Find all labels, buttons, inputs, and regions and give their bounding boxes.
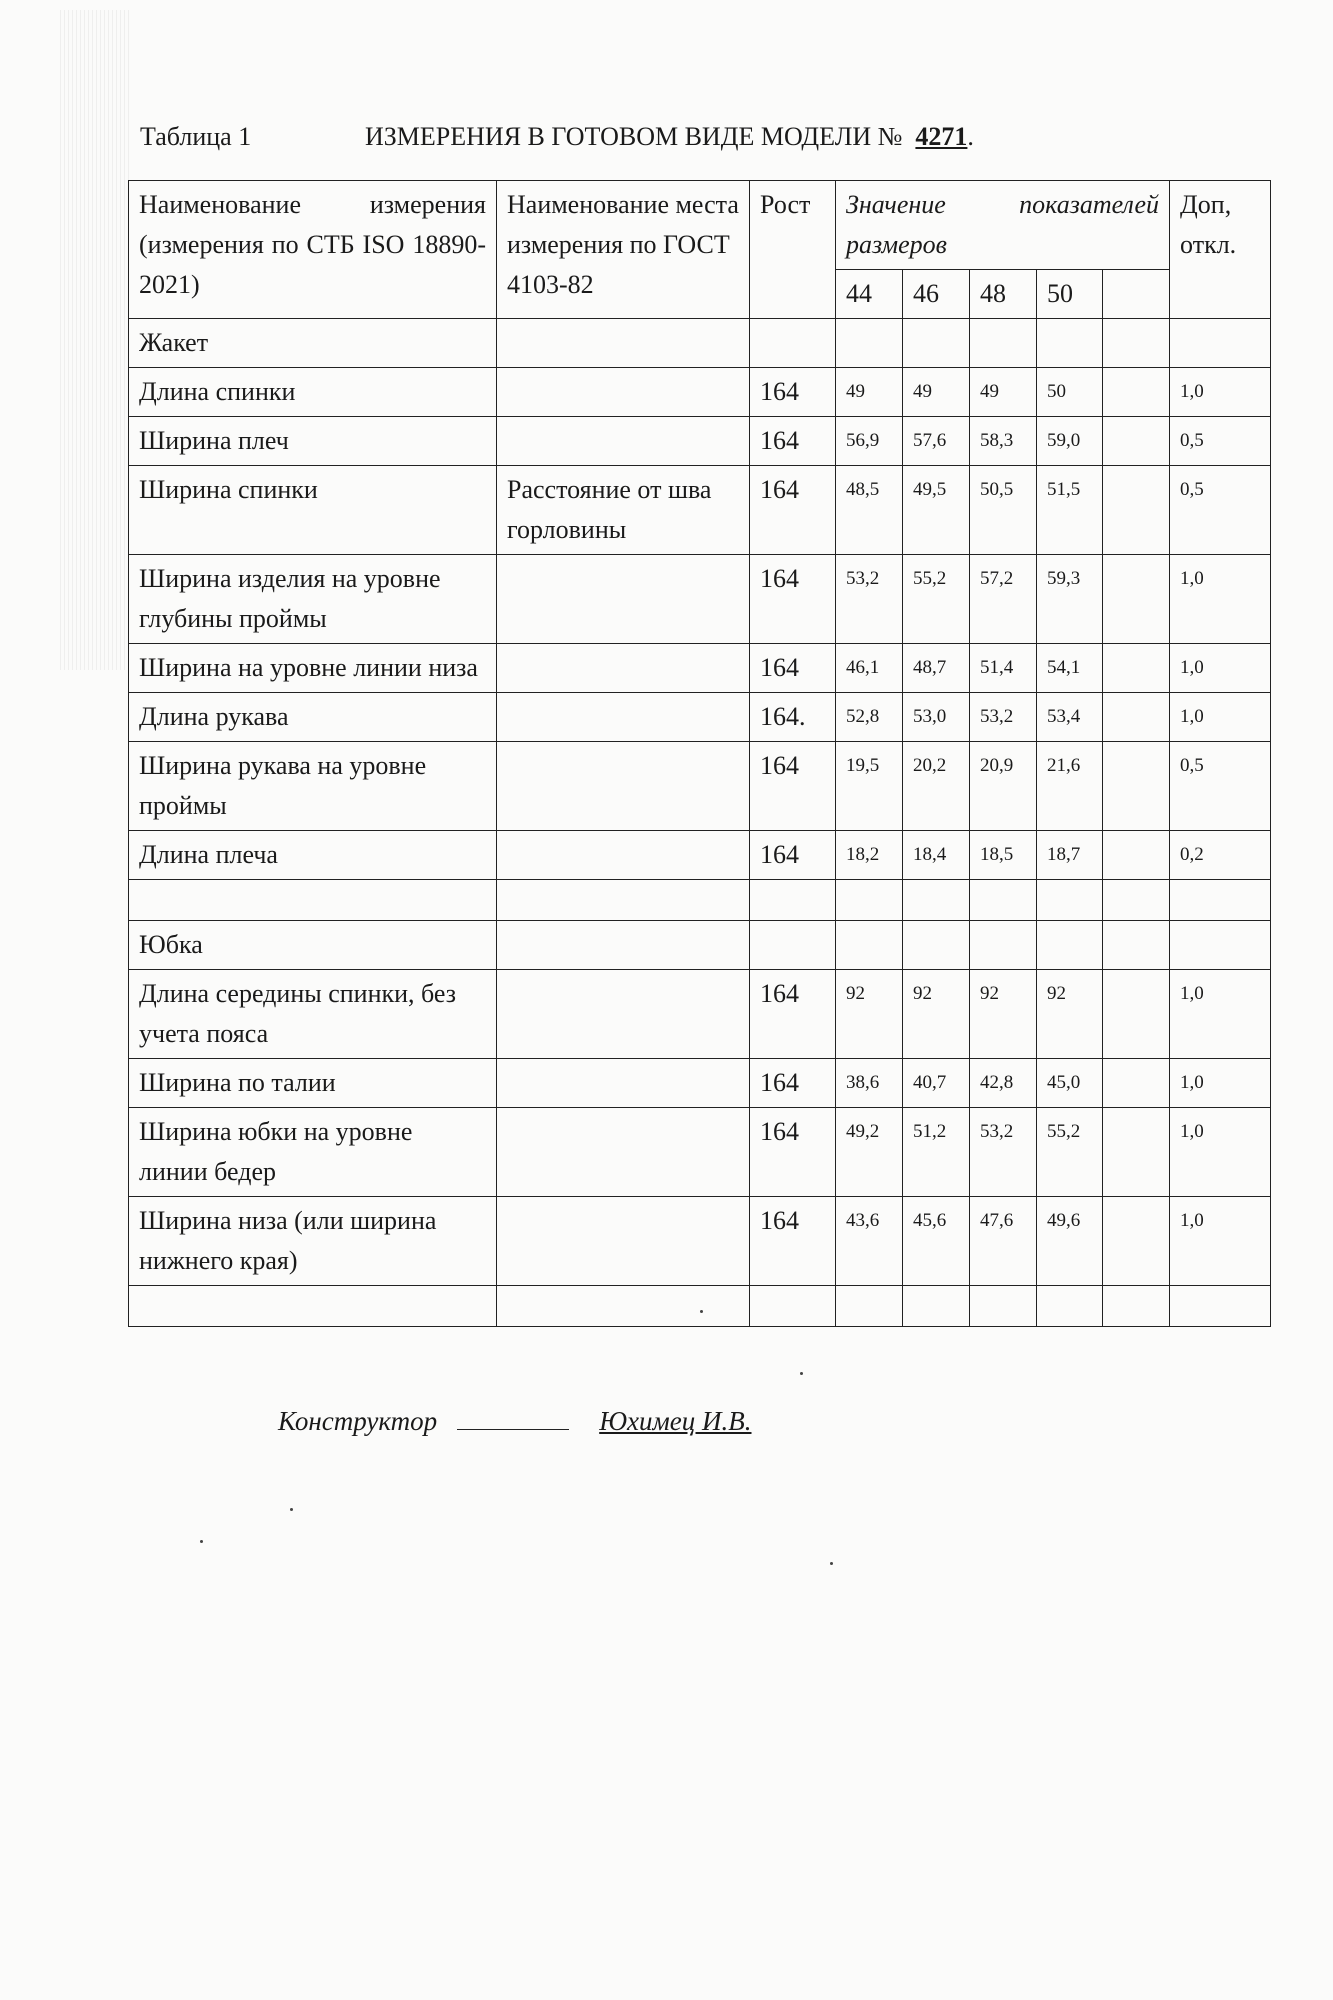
signature-line <box>457 1407 569 1430</box>
table-row <box>129 417 1271 466</box>
measurement-place <box>497 742 750 831</box>
table-row <box>129 644 1271 693</box>
table-row <box>129 1108 1271 1197</box>
size-value: 46,1 <box>836 644 903 693</box>
measurement-name: Длина середины спинки, без учета пояса <box>129 970 497 1059</box>
cell-height <box>750 921 836 970</box>
tolerance-value: 0,5 <box>1170 466 1271 555</box>
size-value: 38,6 <box>836 1059 903 1108</box>
header-height: Рост <box>750 181 836 319</box>
header-size-blank <box>1103 270 1170 319</box>
size-value: 52,8 <box>836 693 903 742</box>
cell-size-value <box>1103 921 1170 970</box>
cell-empty <box>836 880 903 921</box>
size-value: 48,5 <box>836 466 903 555</box>
header-place-name: Наименование места измерения по ГОСТ 4103-82 <box>497 181 750 319</box>
cell-size-value <box>903 319 970 368</box>
size-value: 49 <box>836 368 903 417</box>
cell-size-value <box>836 319 903 368</box>
measurement-name: Ширина плеч <box>129 417 497 466</box>
measurement-height: 164 <box>750 466 836 555</box>
measurement-place <box>497 1059 750 1108</box>
size-value: 40,7 <box>903 1059 970 1108</box>
model-number: 4271 <box>915 122 968 151</box>
cell-empty <box>750 1286 836 1327</box>
table-row <box>129 693 1271 742</box>
size-value: 92 <box>836 970 903 1059</box>
cell-empty <box>497 1286 750 1327</box>
scan-speck <box>800 1372 803 1375</box>
measurement-name: Ширина низа (или ширина нижнего края) <box>129 1197 497 1286</box>
size-value <box>1103 466 1170 555</box>
measurement-name: Ширина изделия на уровне глубины проймы <box>129 555 497 644</box>
title-text: ИЗМЕРЕНИЯ В ГОТОВОМ ВИДЕ МОДЕЛИ № <box>365 122 903 151</box>
measurements-table <box>128 180 1271 1327</box>
cell-size-value <box>970 921 1037 970</box>
size-value: 49 <box>903 368 970 417</box>
size-value <box>1103 368 1170 417</box>
tolerance-value: 1,0 <box>1170 1059 1271 1108</box>
cell-empty <box>1170 880 1271 921</box>
measurement-place <box>497 970 750 1059</box>
measurement-name: Ширина по талии <box>129 1059 497 1108</box>
measurement-name: Длина спинки <box>129 368 497 417</box>
size-value: 92 <box>903 970 970 1059</box>
scan-shadow <box>60 10 130 670</box>
table-row <box>129 1059 1271 1108</box>
size-value: 53,2 <box>970 1108 1037 1197</box>
table-row <box>129 831 1271 880</box>
section-title: Жакет <box>129 319 497 368</box>
tolerance-value: 1,0 <box>1170 1197 1271 1286</box>
table-row <box>129 466 1271 555</box>
size-value <box>1103 644 1170 693</box>
scan-speck <box>700 1310 703 1313</box>
scan-speck <box>830 1562 833 1565</box>
table-row <box>129 742 1271 831</box>
size-value: 50,5 <box>970 466 1037 555</box>
size-value: 20,9 <box>970 742 1037 831</box>
section-title: Юбка <box>129 921 497 970</box>
size-value: 92 <box>1037 970 1103 1059</box>
measurement-height: 164 <box>750 970 836 1059</box>
cell-empty <box>497 880 750 921</box>
size-value: 59,0 <box>1037 417 1103 466</box>
size-value <box>1103 1108 1170 1197</box>
size-value: 21,6 <box>1037 742 1103 831</box>
size-value: 56,9 <box>836 417 903 466</box>
tolerance-value: 1,0 <box>1170 970 1271 1059</box>
cell-empty <box>1037 1286 1103 1327</box>
size-value: 42,8 <box>970 1059 1037 1108</box>
measurement-height: 164. <box>750 693 836 742</box>
cell-place <box>497 921 750 970</box>
size-value: 59,3 <box>1037 555 1103 644</box>
table-row <box>129 970 1271 1059</box>
size-value: 49,6 <box>1037 1197 1103 1286</box>
size-value <box>1103 970 1170 1059</box>
size-value: 18,7 <box>1037 831 1103 880</box>
tolerance-value: 0,2 <box>1170 831 1271 880</box>
header-size-50: 50 <box>1037 270 1103 319</box>
cell-size-value <box>1103 319 1170 368</box>
size-value: 18,4 <box>903 831 970 880</box>
cell-size-value <box>903 921 970 970</box>
size-value: 43,6 <box>836 1197 903 1286</box>
cell-tolerance <box>1170 921 1271 970</box>
measurement-height: 164 <box>750 417 836 466</box>
cell-empty <box>1170 1286 1271 1327</box>
measurement-name: Длина плеча <box>129 831 497 880</box>
header-sizes-group: Значение показателей размеров <box>836 181 1170 270</box>
title-end: . <box>967 122 974 151</box>
size-value: 57,6 <box>903 417 970 466</box>
size-value: 92 <box>970 970 1037 1059</box>
measurement-name: Ширина на уровне линии низа <box>129 644 497 693</box>
table-body <box>129 319 1271 1327</box>
signature-person: Юхимец И.В. <box>599 1406 752 1436</box>
table-label: Таблица 1 <box>140 122 252 151</box>
size-value: 51,2 <box>903 1108 970 1197</box>
size-value <box>1103 417 1170 466</box>
size-value: 18,2 <box>836 831 903 880</box>
table-row <box>129 1197 1271 1286</box>
measurement-place: Расстояние от шва горловины <box>497 466 750 555</box>
tolerance-value: 1,0 <box>1170 1108 1271 1197</box>
tolerance-value: 1,0 <box>1170 368 1271 417</box>
size-value: 53,2 <box>970 693 1037 742</box>
header-measurement-name: Наименование измерения (измерения по СТБ ISO 18890-2021) <box>129 181 497 319</box>
header-size-48: 48 <box>970 270 1037 319</box>
cell-empty <box>903 1286 970 1327</box>
tolerance-value: 0,5 <box>1170 742 1271 831</box>
cell-empty <box>129 880 497 921</box>
cell-place <box>497 319 750 368</box>
size-value <box>1103 1059 1170 1108</box>
measurement-place <box>497 693 750 742</box>
cell-size-value <box>1037 921 1103 970</box>
measurement-name: Ширина спинки <box>129 466 497 555</box>
size-value <box>1103 693 1170 742</box>
size-value: 51,4 <box>970 644 1037 693</box>
cell-empty <box>1103 880 1170 921</box>
cell-empty <box>1103 1286 1170 1327</box>
scan-speck <box>200 1540 203 1543</box>
measurement-height: 164 <box>750 368 836 417</box>
cell-empty <box>129 1286 497 1327</box>
tolerance-value: 1,0 <box>1170 644 1271 693</box>
measurement-height: 164 <box>750 555 836 644</box>
cell-empty <box>970 880 1037 921</box>
signature-block <box>278 1406 752 1437</box>
tolerance-value: 1,0 <box>1170 555 1271 644</box>
size-value: 19,5 <box>836 742 903 831</box>
size-value: 58,3 <box>970 417 1037 466</box>
size-value <box>1103 1197 1170 1286</box>
tolerance-value: 0,5 <box>1170 417 1271 466</box>
measurement-name: Ширина рукава на уровне проймы <box>129 742 497 831</box>
table-row <box>129 555 1271 644</box>
size-value: 53,2 <box>836 555 903 644</box>
table-row <box>129 368 1271 417</box>
header-size-46: 46 <box>903 270 970 319</box>
size-value: 50 <box>1037 368 1103 417</box>
size-value: 49,2 <box>836 1108 903 1197</box>
size-value: 45,0 <box>1037 1059 1103 1108</box>
cell-size-value <box>1037 319 1103 368</box>
empty-row <box>129 1286 1271 1327</box>
size-value: 53,4 <box>1037 693 1103 742</box>
cell-height <box>750 319 836 368</box>
cell-empty <box>970 1286 1037 1327</box>
cell-empty <box>750 880 836 921</box>
measurement-height: 164 <box>750 644 836 693</box>
size-value: 53,0 <box>903 693 970 742</box>
scan-speck <box>290 1508 293 1511</box>
cell-size-value <box>970 319 1037 368</box>
signature-role: Конструктор <box>278 1406 438 1436</box>
cell-empty <box>836 1286 903 1327</box>
measurement-place <box>497 368 750 417</box>
measurement-height: 164 <box>750 1059 836 1108</box>
size-value: 45,6 <box>903 1197 970 1286</box>
section-row <box>129 921 1271 970</box>
measurement-name: Длина рукава <box>129 693 497 742</box>
size-value: 51,5 <box>1037 466 1103 555</box>
measurement-height: 164 <box>750 1197 836 1286</box>
size-value: 20,2 <box>903 742 970 831</box>
size-value: 54,1 <box>1037 644 1103 693</box>
measurement-height: 164 <box>750 742 836 831</box>
measurement-place <box>497 555 750 644</box>
document-title <box>365 122 974 152</box>
size-value <box>1103 555 1170 644</box>
measurement-height: 164 <box>750 1108 836 1197</box>
tolerance-value: 1,0 <box>1170 693 1271 742</box>
size-value: 49,5 <box>903 466 970 555</box>
size-value: 18,5 <box>970 831 1037 880</box>
header-tolerance: Доп, откл. <box>1170 181 1271 319</box>
size-value: 57,2 <box>970 555 1037 644</box>
section-row <box>129 319 1271 368</box>
table-header <box>129 181 1271 319</box>
measurement-place <box>497 831 750 880</box>
measurement-place <box>497 417 750 466</box>
size-value: 49 <box>970 368 1037 417</box>
header-size-44: 44 <box>836 270 903 319</box>
size-value <box>1103 831 1170 880</box>
size-value: 47,6 <box>970 1197 1037 1286</box>
size-value: 48,7 <box>903 644 970 693</box>
cell-empty <box>903 880 970 921</box>
measurement-name: Ширина юбки на уровне линии бедер <box>129 1108 497 1197</box>
cell-tolerance <box>1170 319 1271 368</box>
size-value: 55,2 <box>1037 1108 1103 1197</box>
empty-row <box>129 880 1271 921</box>
cell-size-value <box>836 921 903 970</box>
cell-empty <box>1037 880 1103 921</box>
measurement-height: 164 <box>750 831 836 880</box>
measurement-place <box>497 1197 750 1286</box>
measurement-place <box>497 644 750 693</box>
size-value <box>1103 742 1170 831</box>
measurement-place <box>497 1108 750 1197</box>
size-value: 55,2 <box>903 555 970 644</box>
